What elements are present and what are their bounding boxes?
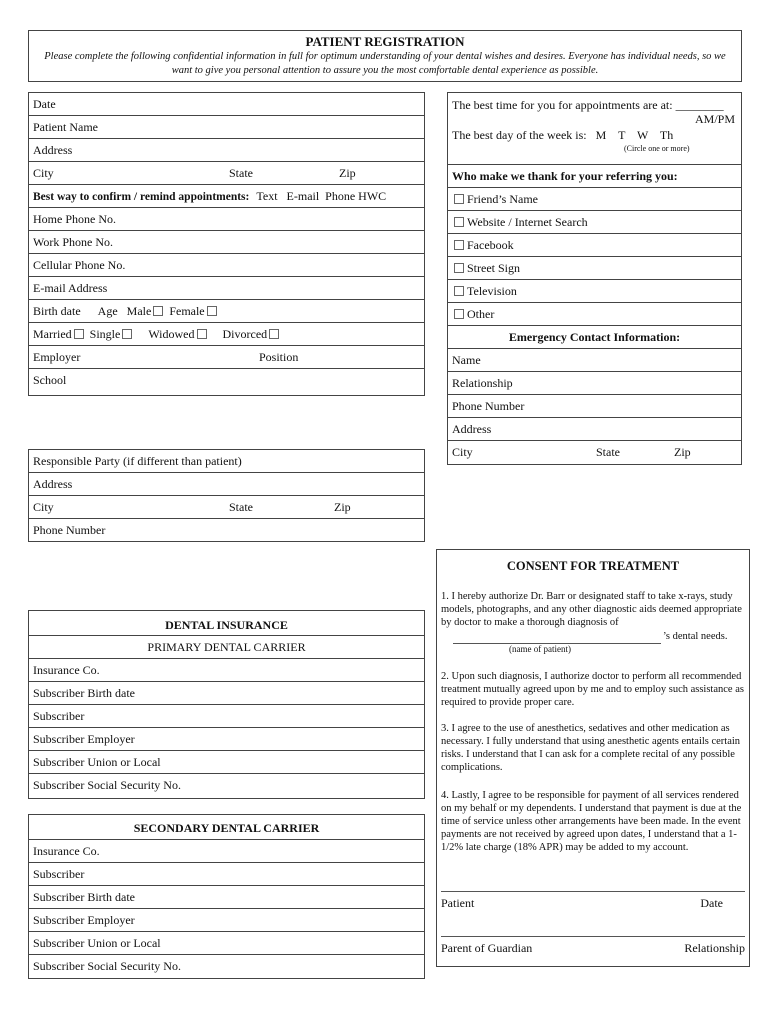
patient-info-section: [28, 92, 425, 396]
married-label: Married: [33, 327, 72, 341]
emergency-relationship-label: Relationship: [452, 376, 513, 390]
secondary-subscriber-union-field[interactable]: [29, 932, 424, 955]
address-field[interactable]: [29, 139, 424, 162]
confirm-method-label: Best way to confirm / remind appointments:: [33, 191, 250, 203]
responsible-state-label: State: [229, 500, 253, 514]
emergency-heading-text: Emergency Contact Information:: [508, 330, 681, 344]
confirm-method-options: Text E-mail Phone HWC: [256, 189, 387, 203]
school-label: School: [33, 373, 67, 387]
responsible-phone-label: Phone Number: [33, 523, 106, 537]
patient-name-label: Patient Name: [33, 120, 98, 134]
employer-label: Employer: [33, 350, 81, 364]
name-of-patient-note: (name of patient): [509, 644, 571, 654]
relationship-label: Relationship: [684, 941, 745, 955]
widowed-checkbox[interactable]: [197, 329, 207, 339]
emergency-relationship-field[interactable]: [448, 372, 741, 395]
emergency-phone-label: Phone Number: [452, 399, 525, 413]
field-label: Subscriber Birth date: [33, 890, 135, 904]
field-label: Subscriber Social Security No.: [33, 778, 181, 792]
circle-note: (Circle one or more): [624, 144, 690, 153]
zip-label: Zip: [339, 166, 356, 180]
responsible-phone-field[interactable]: [29, 519, 424, 542]
consent-paragraph-1: 1. I hereby authorize Dr. Barr or designated staff to take x-rays, study models, photographs, and any other diagnostic aids deemed appropriate by doctor to make a thorough diagnosis of: [441, 591, 742, 628]
responsible-address-field[interactable]: [29, 473, 424, 496]
dental-insurance-heading: [29, 611, 424, 636]
responsible-zip-label: Zip: [334, 500, 351, 514]
city-state-zip-field[interactable]: [29, 162, 424, 185]
consent-paragraph-4: 4. Lastly, I agree to be responsible for payment of all services rendered on my behalf or my dependents. I understand that payment is due at the time of service unless other arrangements have been made. In the event payments are not received by agreed upon dates, I understand that a 1-1/2% late charge (18% APR) may be added to my account.: [441, 790, 742, 853]
date-label: Date: [33, 97, 56, 111]
emergency-address-label: Address: [452, 422, 492, 436]
facebook-checkbox[interactable]: [454, 240, 464, 250]
referral-heading: [448, 164, 741, 188]
confirm-method-field[interactable]: [29, 185, 424, 208]
consent-heading: CONSENT FOR TREATMENT: [506, 559, 680, 573]
email-label: E-mail Address: [33, 281, 108, 295]
address-label: Address: [33, 143, 73, 157]
secondary-subscriber-birth-field[interactable]: [29, 886, 424, 909]
responsible-city-label: City: [33, 500, 54, 514]
emergency-name-field[interactable]: [448, 349, 741, 372]
referral-option-facebook[interactable]: [448, 234, 741, 257]
field-label: Subscriber Union or Local: [33, 936, 161, 950]
secondary-subscriber-employer-field[interactable]: [29, 909, 424, 932]
secondary-carrier-heading-text: SECONDARY DENTAL CARRIER: [133, 821, 320, 835]
appointment-preferences: [448, 93, 741, 165]
ampm-label[interactable]: AM/PM: [694, 112, 735, 126]
page-subtitle: Please complete the following confidential information in full for optimum understanding of your dental wishes and desires. Everyone has individual needs, so we want to give you personal attention to assure you the most comfortable dental experience as possible.: [44, 51, 726, 76]
male-checkbox[interactable]: [153, 306, 163, 316]
field-label: Subscriber Birth date: [33, 686, 135, 700]
date-field[interactable]: [29, 93, 424, 116]
field-label: Subscriber Social Security No.: [33, 959, 181, 973]
emergency-zip-label: Zip: [674, 445, 691, 459]
birth-date-label: Birth date: [33, 304, 81, 318]
cell-phone-field[interactable]: [29, 254, 424, 277]
widowed-label: Widowed: [148, 327, 195, 341]
responsible-party-section: [28, 449, 425, 542]
signature-date-label: Date: [700, 896, 723, 910]
referral-option-other[interactable]: [448, 303, 741, 326]
referral-option-label: Street Sign: [467, 261, 520, 275]
consent-paragraph-3: 3. I agree to the use of anesthetics, sedatives and other medication as necessary. I fully understand that using anesthetic agents entails certain risks. I understand that I can ask for a complete recital of any possible complications.: [441, 723, 741, 773]
age-label: Age: [97, 304, 118, 318]
secondary-subscriber-field[interactable]: [29, 863, 424, 886]
field-label: Subscriber Union or Local: [33, 755, 161, 769]
referral-option-street-sign[interactable]: [448, 257, 741, 280]
guardian-signature-label: Parent of Guardian: [441, 941, 533, 955]
emergency-city-label: City: [452, 445, 473, 459]
primary-subscriber-union-field[interactable]: [29, 751, 424, 774]
female-checkbox[interactable]: [207, 306, 217, 316]
referral-option-label: Website / Internet Search: [467, 215, 588, 229]
responsible-city-state-zip-field[interactable]: [29, 496, 424, 519]
field-label: Subscriber: [33, 709, 85, 723]
referral-option-label: Facebook: [467, 238, 514, 252]
consent-paragraph-1-end: ’s dental needs.: [663, 631, 728, 642]
field-label: Subscriber: [33, 867, 85, 881]
single-checkbox[interactable]: [122, 329, 132, 339]
emergency-heading: [448, 326, 741, 349]
emergency-address-field[interactable]: [448, 418, 741, 441]
home-phone-field[interactable]: [29, 208, 424, 231]
divorced-checkbox[interactable]: [269, 329, 279, 339]
cell-phone-label: Cellular Phone No.: [33, 258, 126, 272]
other-checkbox[interactable]: [454, 309, 464, 319]
weekday-options[interactable]: M T W Th: [595, 128, 674, 142]
referral-option-friend[interactable]: [448, 188, 741, 211]
work-phone-label: Work Phone No.: [33, 235, 114, 249]
responsible-heading: Responsible Party (if different than patient): [33, 454, 242, 468]
referral-option-label: Television: [467, 284, 517, 298]
referral-option-label: Friend’s Name: [467, 192, 538, 206]
primary-insurance-section: [28, 610, 425, 799]
best-day-label: The best day of the week is:: [452, 128, 587, 142]
patient-signature-label: Patient: [441, 896, 475, 910]
dental-insurance-heading-text: DENTAL INSURANCE: [165, 618, 288, 632]
header-box: [28, 30, 742, 82]
field-label: Subscriber Employer: [33, 732, 135, 746]
responsible-address-label: Address: [33, 477, 73, 491]
consent-section: [436, 549, 750, 967]
primary-subscriber-birth-field[interactable]: [29, 682, 424, 705]
website-checkbox[interactable]: [454, 217, 464, 227]
referral-heading-text: Who make we thank for your referring you:: [452, 169, 678, 183]
school-field[interactable]: [29, 369, 424, 392]
work-phone-field[interactable]: [29, 231, 424, 254]
emergency-city-state-zip-field[interactable]: [448, 441, 741, 464]
patient-name-field[interactable]: [29, 116, 424, 139]
patient-name-line[interactable]: [453, 630, 661, 644]
guardian-signature-line[interactable]: [441, 935, 745, 937]
emergency-name-label: Name: [452, 353, 481, 367]
secondary-insurance-section: [28, 814, 425, 979]
secondary-carrier-heading: [29, 815, 424, 840]
city-label: City: [33, 166, 54, 180]
divorced-label: Divorced: [222, 327, 268, 341]
home-phone-label: Home Phone No.: [33, 212, 116, 226]
employer-field[interactable]: [29, 346, 424, 369]
patient-signature-line[interactable]: [441, 890, 745, 892]
married-checkbox[interactable]: [74, 329, 84, 339]
secondary-subscriber-ssn-field[interactable]: [29, 955, 424, 978]
primary-subscriber-ssn-field[interactable]: [29, 774, 424, 797]
referral-option-website[interactable]: [448, 211, 741, 234]
street-sign-checkbox[interactable]: [454, 263, 464, 273]
primary-subscriber-employer-field[interactable]: [29, 728, 424, 751]
right-info-section: [447, 92, 742, 465]
birth-age-gender-field[interactable]: [29, 300, 424, 323]
single-label: Single: [89, 327, 121, 341]
female-label: Female: [169, 304, 205, 318]
primary-insurance-co-field[interactable]: [29, 659, 424, 682]
secondary-insurance-co-field[interactable]: [29, 840, 424, 863]
field-label: Insurance Co.: [33, 663, 100, 677]
field-label: Insurance Co.: [33, 844, 100, 858]
marital-status-field[interactable]: [29, 323, 424, 346]
consent-paragraph-2: 2. Upon such diagnosis, I authorize doctor to perform all recommended treatment mutually agreed upon by me and to employ such assistance as required to provide proper care.: [441, 671, 744, 708]
emergency-state-label: State: [596, 445, 620, 459]
referral-option-television[interactable]: [448, 280, 741, 303]
primary-carrier-heading: [29, 636, 424, 659]
male-label: Male: [126, 304, 152, 318]
responsible-heading-field[interactable]: [29, 450, 424, 473]
field-label: Subscriber Employer: [33, 913, 135, 927]
page-title: PATIENT REGISTRATION: [305, 34, 465, 49]
position-label: Position: [259, 350, 299, 364]
primary-subscriber-field[interactable]: [29, 705, 424, 728]
primary-carrier-heading-text: PRIMARY DENTAL CARRIER: [147, 640, 306, 654]
referral-option-label: Other: [467, 307, 495, 321]
email-field[interactable]: [29, 277, 424, 300]
friend-checkbox[interactable]: [454, 194, 464, 204]
television-checkbox[interactable]: [454, 286, 464, 296]
state-label: State: [229, 166, 253, 180]
emergency-phone-field[interactable]: [448, 395, 741, 418]
best-time-label[interactable]: The best time for you for appointments are at: ________: [452, 98, 724, 112]
